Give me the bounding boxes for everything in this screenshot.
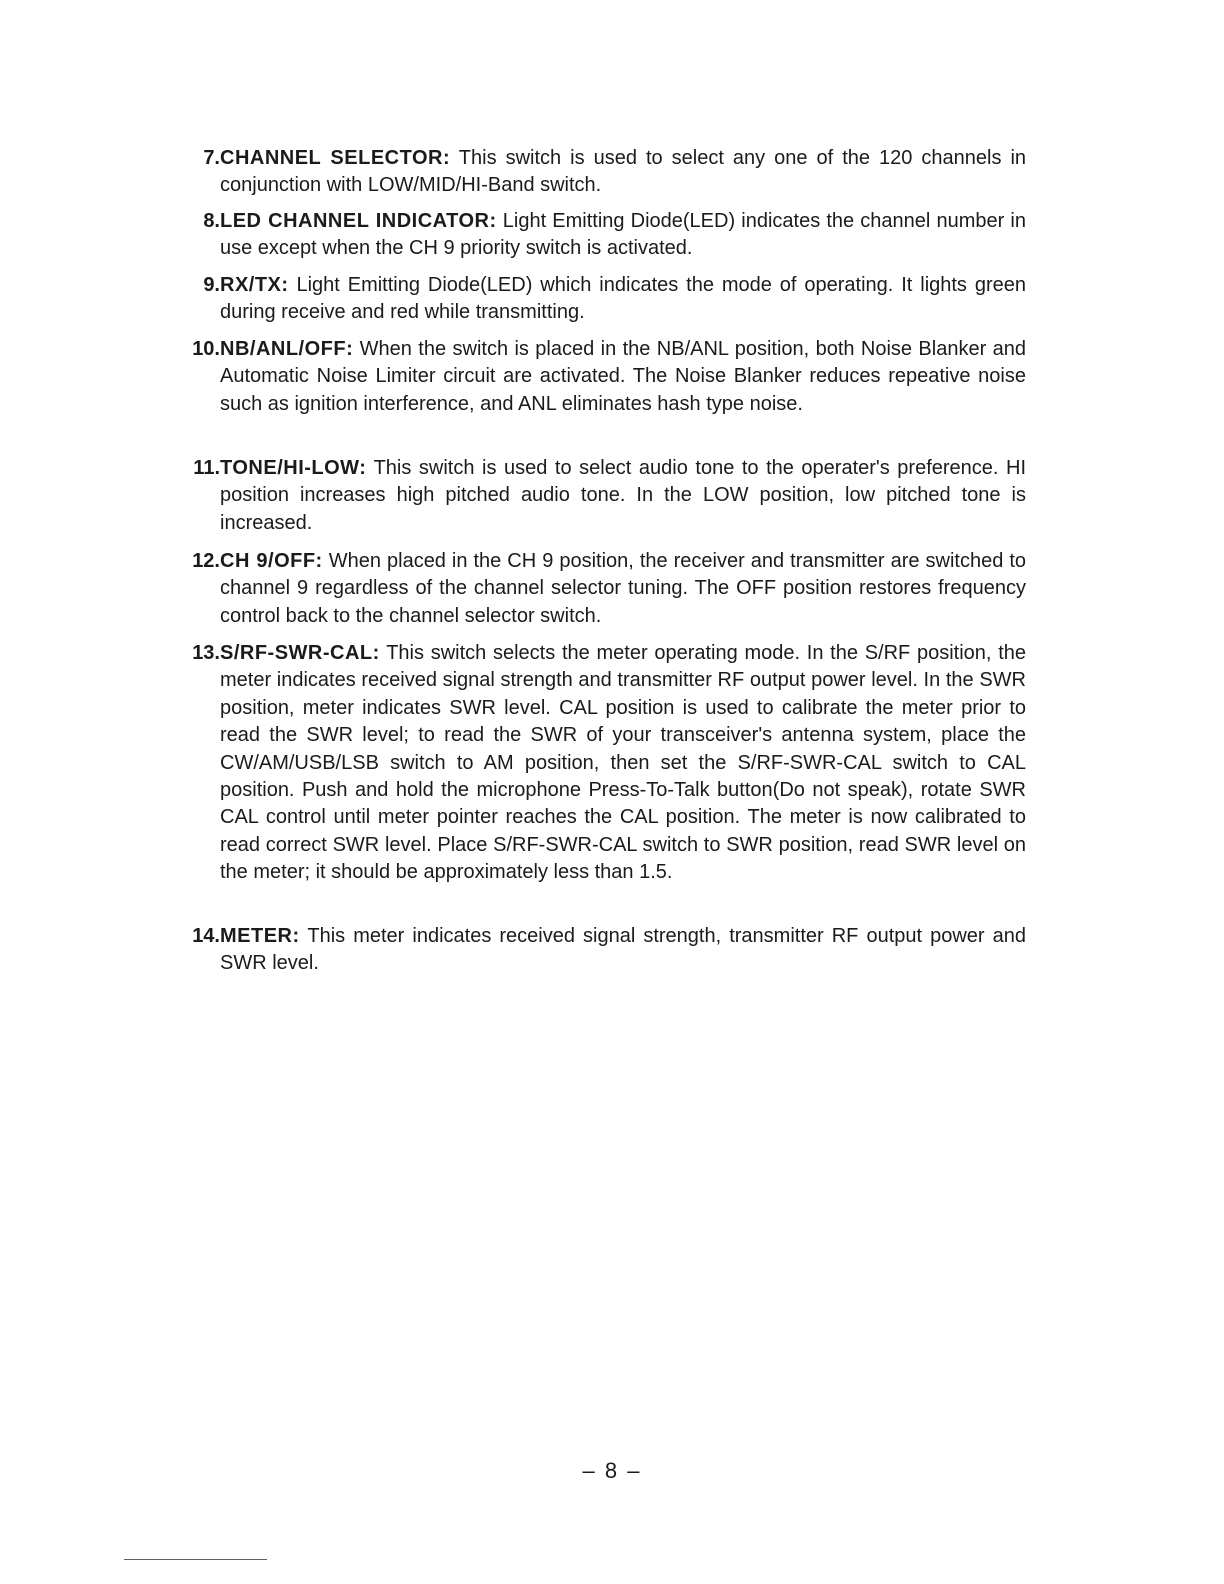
item-led-channel-indicator	[180, 208, 1026, 263]
item-body	[220, 548, 1026, 630]
item-text: Light Emitting Diode(LED) indicates the channel number in use except when the CH 9 priority switch is activated.	[220, 210, 1026, 260]
item-term: METER:	[220, 925, 300, 947]
item-tone-hi-low	[180, 455, 1026, 537]
item-body	[220, 208, 1026, 263]
page-number: – 8 –	[582, 1458, 642, 1483]
item-text: This switch selects the meter operating mode. In the S/RF position, the meter indicates received signal strength and transmitter RF output power level. In the SWR position, meter indicates SWR level. CAL position is used to calibrate the meter prior to read the SWR level; to read the SWR of your transceiver's antenna system, place the CW/AM/USB/LSB switch to AM position, then set the S/RF-SWR-CAL switch to CAL position. Push and hold the microphone Press-To-Talk button(Do not speak), rotate SWR CAL control until meter pointer reaches the CAL position. The meter is now calibrated to read correct SWR level. Place S/RF-SWR-CAL switch to SWR position, read SWR level on the meter; it should be approximately less than 1.5.	[220, 642, 1026, 884]
item-text: This switch is used to select audio tone to the operater's preference. HI position increases high pitched audio tone. In the LOW position, low pitched tone is increased.	[220, 457, 1026, 534]
item-body	[220, 923, 1026, 978]
item-term: TONE/HI-LOW:	[220, 457, 367, 479]
item-body	[220, 272, 1026, 327]
item-term: S/RF-SWR-CAL:	[220, 642, 380, 664]
scan-edge-line	[124, 1559, 267, 1560]
item-text: This switch is used to select any one of the 120 channels in conjunction with LOW/MID/HI-Band switch.	[220, 147, 1027, 197]
item-body	[220, 455, 1026, 537]
item-text: This meter indicates received signal strength, transmitter RF output power and SWR level.	[220, 925, 1026, 975]
item-term: LED CHANNEL INDICATOR:	[220, 210, 497, 232]
item-number: 13.	[192, 642, 220, 664]
item-s-rf-swr-cal	[180, 640, 1026, 887]
item-body	[220, 336, 1026, 418]
item-text: When the switch is placed in the NB/ANL position, both Noise Blanker and Automatic Noise Limiter circuit are activated. The Noise Blanker reduces repeative noise such as ignition interference, and ANL eliminates hash type noise.	[220, 338, 1027, 415]
item-number: 8.	[203, 210, 220, 232]
item-text: When placed in the CH 9 position, the receiver and transmitter are switched to channel 9 regardless of the channel selector tuning. The OFF position restores frequency control back to the channel selector switch.	[220, 550, 1027, 627]
item-nb-anl-off	[180, 336, 1026, 418]
item-number: 11.	[193, 457, 220, 479]
item-rx-tx	[180, 272, 1026, 327]
item-term: RX/TX:	[220, 274, 289, 296]
item-number: 12.	[192, 550, 220, 572]
item-number: 7.	[203, 147, 220, 169]
item-ch9-off	[180, 548, 1026, 630]
item-number: 9.	[203, 274, 220, 296]
item-text: Light Emitting Diode(LED) which indicates the mode of operating. It lights green during receive and red while transmitting.	[220, 274, 1026, 324]
item-body	[220, 640, 1026, 887]
item-term: CHANNEL SELECTOR:	[220, 147, 451, 169]
item-body	[220, 145, 1026, 200]
item-channel-selector	[180, 145, 1026, 200]
item-term: CH 9/OFF:	[220, 550, 323, 572]
item-number: 10.	[192, 338, 220, 360]
item-meter	[180, 923, 1026, 978]
item-number: 14.	[192, 925, 220, 947]
item-term: NB/ANL/OFF:	[220, 338, 354, 360]
